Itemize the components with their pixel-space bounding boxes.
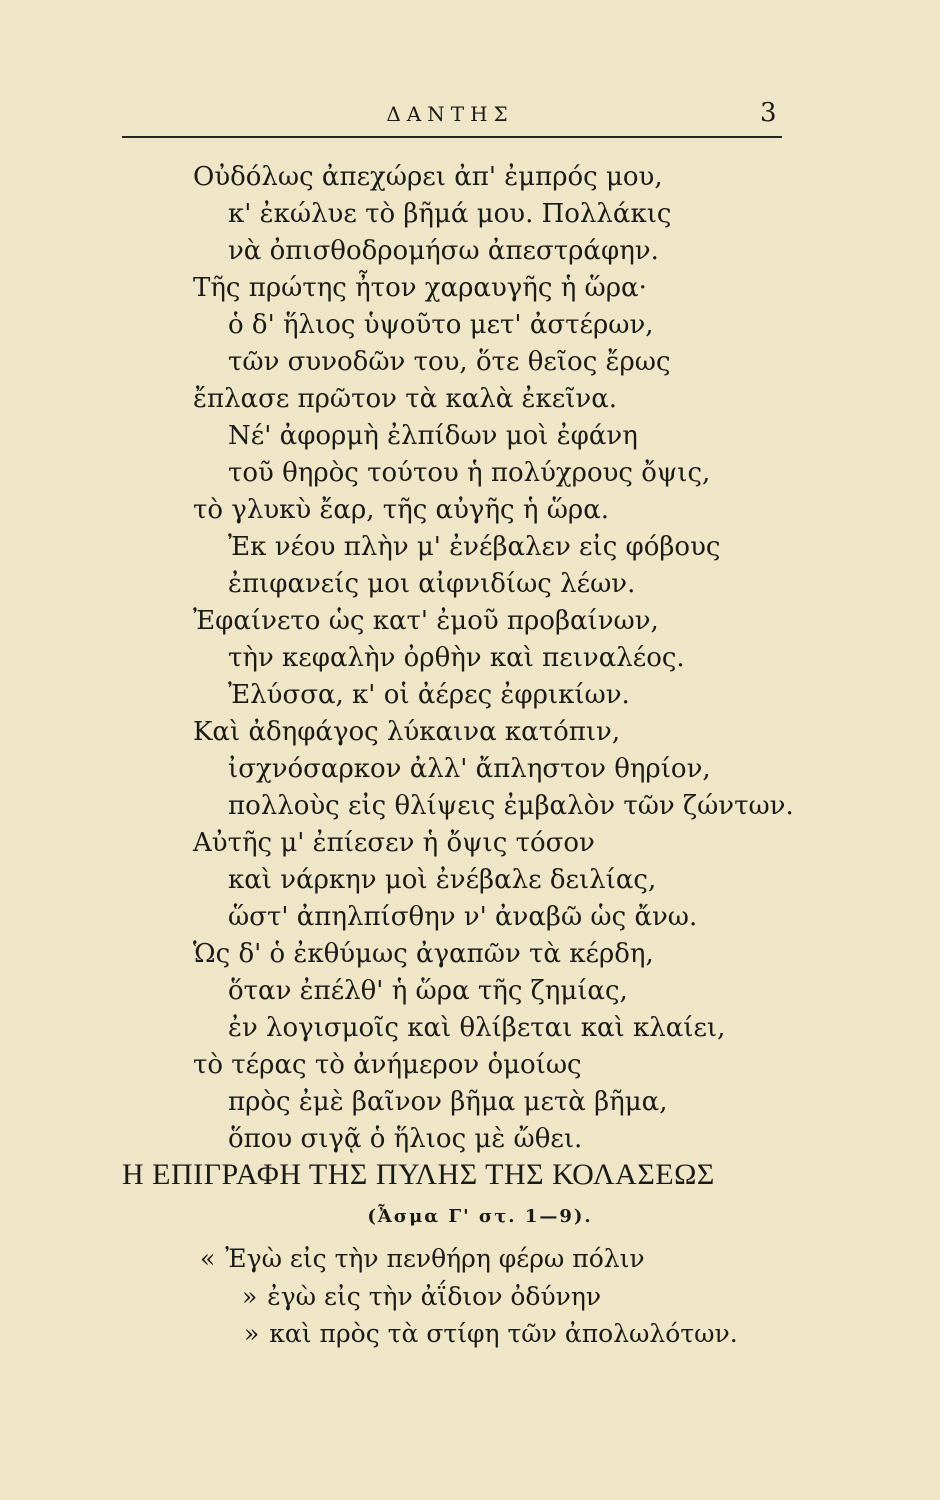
poem-line: τῶν συνοδῶν του, ὅτε θεῖος ἔρως — [228, 347, 671, 377]
poem-line: τὸ γλυκὺ ἔαρ, τῆς αὐγῆς ἡ ὥρα. — [193, 495, 610, 525]
poem-line: πρὸς ἐμὲ βαῖνον βῆμα μετὰ βῆμα, — [228, 1087, 668, 1117]
running-header — [0, 98, 940, 128]
inscription-text: Ἐγὼ εἰς τὴν πενθήρη φέρω πόλιν — [225, 1244, 645, 1273]
quote-mark: » — [244, 1319, 260, 1348]
inscription-text: καὶ πρὸς τὰ στίφη τῶν ἀπολωλότων. — [269, 1319, 738, 1348]
poem-line: ὅπου σιγᾷ ὁ ἥλιος μὲ ὤθει. — [228, 1124, 583, 1154]
inscription-line — [200, 1244, 645, 1274]
poem-line: κ' ἐκώλυε τὸ βῆμά μου. Πολλάκις — [228, 199, 672, 229]
poem-line: Αὐτῆς μ' ἐπίεσεν ἡ ὄψις τόσον — [193, 828, 595, 858]
inscription-text: ἐγὼ εἰς τὴν ἀΐδιον ὀδύνην — [267, 1282, 602, 1311]
poem-line: τοῦ θηρὸς τούτου ἡ πολύχρους ὄψις, — [228, 458, 711, 488]
header-rule — [122, 136, 782, 138]
poem-line: ἐπιφανείς μοι αἰφνιδίως λέων. — [228, 569, 636, 599]
poem-line: Ἐλύσσα, κ' οἱ ἀέρες ἐφρικίων. — [228, 680, 630, 710]
page-number: 3 — [760, 98, 777, 128]
poem-line: καὶ νάρκην μοὶ ἐνέβαλε δειλίας, — [228, 865, 657, 895]
poem-line: πολλοὺς εἰς θλίψεις ἐμβαλὸν τῶν ζώντων. — [228, 791, 794, 821]
poem-line: ἔπλασε πρῶτον τὰ καλὰ ἐκεῖνα. — [193, 384, 618, 414]
running-title: ΔΑΝΤΗΣ — [386, 102, 514, 126]
poem-line: ἰσχνόσαρκον ἀλλ' ἄπληστον θηρίον, — [228, 754, 711, 784]
poem-line: ὁ δ' ἥλιος ὑψοῦτο μετ' ἀστέρων, — [228, 310, 654, 340]
poem-line: Τῆς πρώτης ἦτον χαραυγῆς ἡ ὥρα· — [193, 273, 647, 303]
poem-line: τὴν κεφαλὴν ὀρθὴν καὶ πειναλέος. — [228, 643, 685, 673]
poem-line: Νέ' ἀφορμὴ ἐλπίδων μοὶ ἐφάνη — [228, 421, 638, 451]
quote-mark: » — [242, 1282, 258, 1311]
inscription-line — [244, 1319, 738, 1349]
section-subtitle: (Ἆσμα Γ' στ. 1—9). — [367, 1206, 593, 1227]
poem-line: τὸ τέρας τὸ ἀνήμερον ὁμοίως — [193, 1050, 582, 1080]
poem-line: Καὶ ἀδηφάγος λύκαινα κατόπιν, — [193, 717, 621, 747]
poem-line: ἐν λογισμοῖς καὶ θλίβεται καὶ κλαίει, — [228, 1013, 726, 1043]
poem-line: ὅταν ἐπέλθ' ἡ ὥρα τῆς ζημίας, — [228, 976, 628, 1006]
poem-line: Ἐφαίνετο ὡς κατ' ἐμοῦ προβαίνων, — [193, 606, 659, 636]
poem-line: νὰ ὀπισθοδρομήσω ἀπεστράφην. — [228, 236, 659, 266]
poem-line: ὥστ' ἀπηλπίσθην ν' ἀναβῶ ὡς ἄνω. — [228, 902, 698, 932]
quote-mark: « — [200, 1244, 216, 1273]
inscription-line — [242, 1282, 601, 1312]
section-title: Η ΕΠΙΓΡΑΦΗ ΤΗΣ ΠΥΛΗΣ ΤΗΣ ΚΟΛΑΣΕΩΣ — [122, 1158, 715, 1191]
poem-line: Οὐδόλως ἀπεχώρει ἀπ' ἐμπρός μου, — [193, 162, 663, 192]
poem-line: Ἐκ νέου πλὴν μ' ἐνέβαλεν εἰς φόβους — [228, 532, 721, 562]
poem-line: Ὡς δ' ὁ ἐκθύμως ἀγαπῶν τὰ κέρδη, — [193, 939, 654, 969]
